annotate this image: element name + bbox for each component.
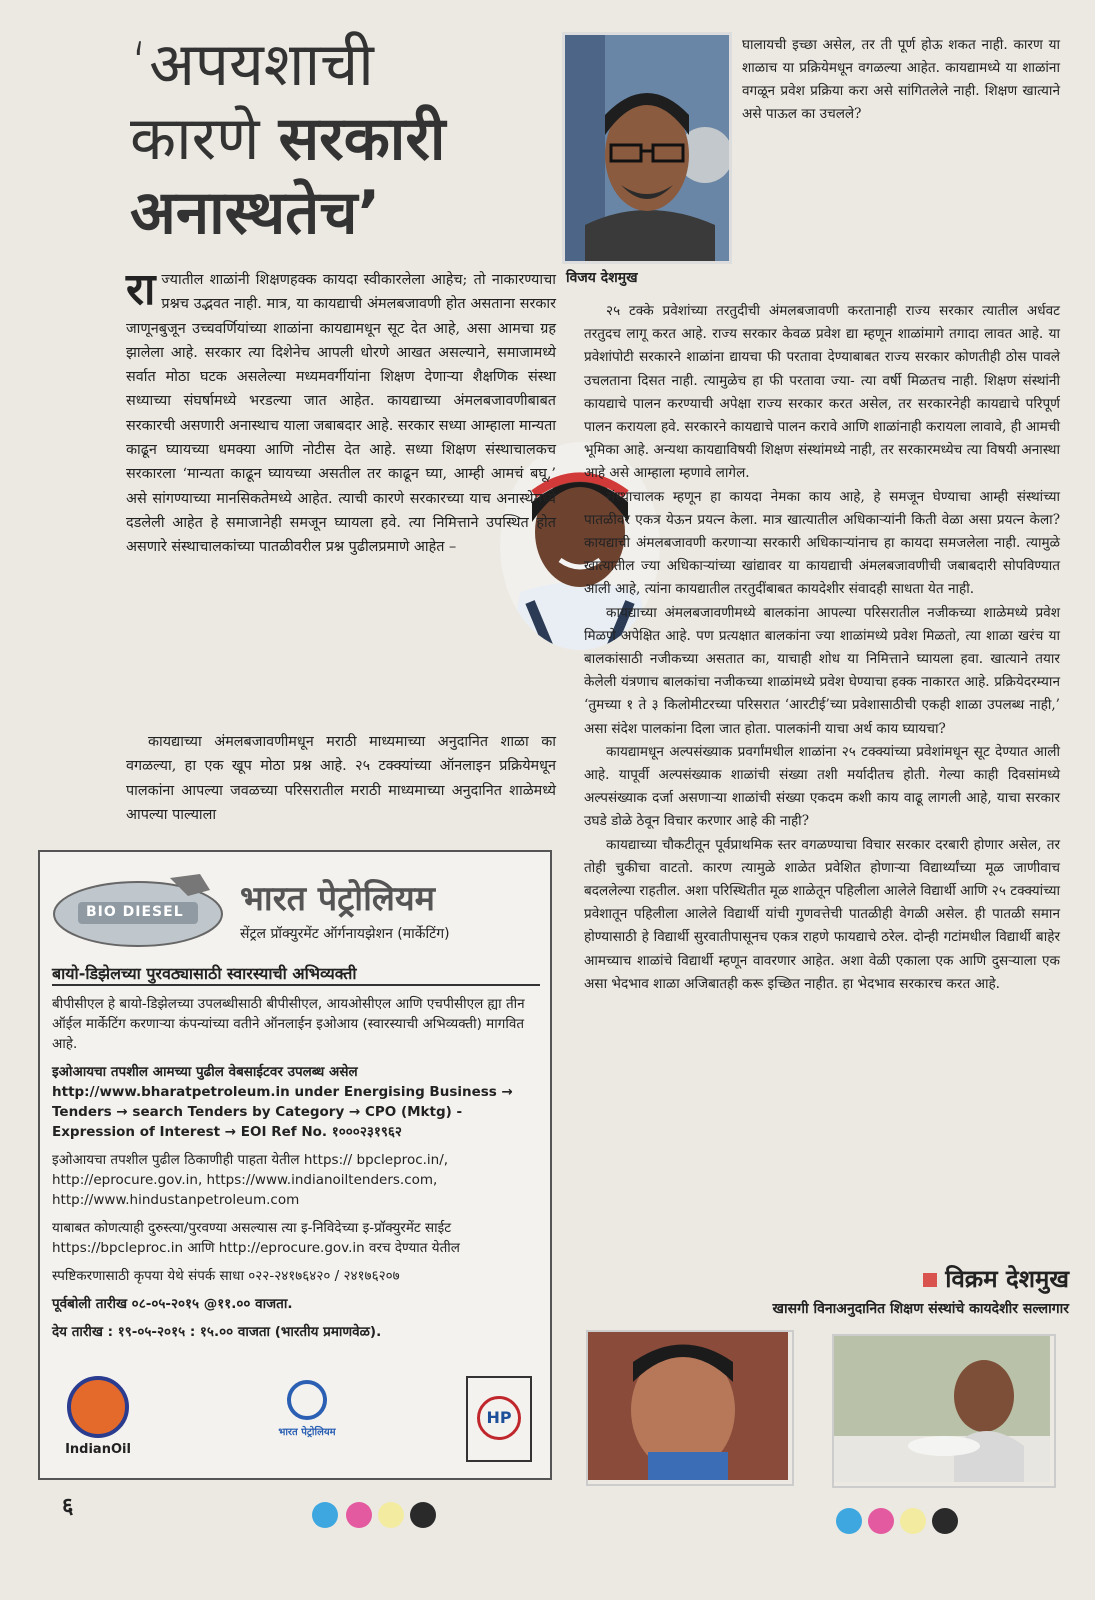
ad-paragraph-2: इओआयचा तपशील आमच्या पुढील वेबसाईटवर उपलब्ध असेल http://www.bharatpetroleum.in under Energising Business → Tenders → search Tenders by Category → CPO (Mktg) - Expression of Interest → EOI Ref No. १०००२३१९६२ — [52, 1064, 513, 1140]
bpcl-advertisement — [38, 850, 552, 1480]
register-mark-cyan-2 — [836, 1508, 862, 1534]
dropcap: रा — [126, 264, 156, 315]
right-column-top — [742, 34, 1060, 126]
headline-line-3: अनास्थतेच’ — [130, 178, 381, 248]
headline-line-2b: सरकारी — [278, 104, 446, 174]
right-paragraph-6: कायद्याच्या चौकटीतून पूर्वप्राथमिक स्तर वगळण्याचा विचार सरकार दरबारी होणार असेल, तर तोही चुकीचा वाटतो. कारण त्यामुळे शाळेत प्रवेशित होणाऱ्या विद्यार्थ्यांच्या मूळ जाणीवाच बदललेल्या राहतील. अशा परिस्थितीत मूळ शाळेतून पहिलीला आलेले विद्यार्थी आणि २५ टक्क्यांच्या प्रवेशातून पहिलीला आलेले विद्यार्थी यांची गुणवत्तेची पातळीही वेगळी असेल. ही पातळी समान होण्यासाठी हे विद्यार्थी सुरवातीपासूनच एकत्र राहणे फायद्याचे ठरेल. दोन्ही गटांमधील विद्यार्थी बाहेर आमच्याच शाळांचे विद्यार्थी म्हणून वावरणार आहेत. अशा वेळी एकाला एक आणि दुसऱ्याला एक असा भेदभाव शाळा अजिबातही करू इच्छित नाहीत. हा भेदभाव सरकारच करत आहे. — [584, 836, 1060, 992]
bio-diesel-logo — [50, 870, 228, 950]
hp-icon: HP — [477, 1396, 521, 1440]
register-mark-magenta — [346, 1502, 372, 1528]
bullet-square — [923, 1273, 937, 1287]
right-column — [584, 300, 1060, 996]
left-column — [126, 264, 556, 560]
hp-logo — [466, 1376, 532, 1462]
headline — [130, 28, 560, 250]
author-title: खासगी विनाअनुदानित शिक्षण संस्थांचे कायदेशीर सल्लागार — [772, 1301, 1069, 1317]
ad-paragraph-4: याबाबत कोणत्याही दुरुस्त्या/पुरवण्या असल्यास त्या इ-निविदेच्या इ-प्रॉक्युरमेंट साईट https://bpcleproc.in आणि http://eprocure.gov.in वरच देण्यात येतील — [52, 1220, 460, 1256]
ad-logos — [52, 1376, 542, 1468]
author-byline — [773, 1262, 1069, 1318]
indianoil-icon — [67, 1376, 129, 1438]
author-name: विक्रम देशमुख — [945, 1265, 1069, 1293]
register-mark-cyan — [312, 1502, 338, 1528]
author-photo — [562, 32, 732, 264]
ad-title: भारत पेट्रोलियम — [240, 879, 435, 919]
bharat-petroleum-logo — [262, 1380, 352, 1438]
register-mark-black — [410, 1502, 436, 1528]
right-paragraph-5: कायद्यामधून अल्पसंख्याक प्रवर्गांमधील शाळांना २५ टक्क्यांच्या प्रवेशांमधून सूट देण्यात आली आहे. यापूर्वी अल्पसंख्याक शाळांची संख्या तशी मर्यादीतच होती. गेल्या काही दिवसांमध्ये अल्पसंख्याक दर्जा असणाऱ्या शाळांची संख्या एकदम कशी काय वाढू लागली आहे, याचा सरकार उघडे डोळे ठेवून विचार करणार आहे की नाही? — [584, 743, 1060, 830]
ad-paragraph-1: बीपीसीएल हे बायो-डिझेलच्या उपलब्धीसाठी बीपीसीएल, आयओसीएल आणि एचपीसीएल ह्या तीन ऑईल मार्केटिंग करणाऱ्या कंपन्यांच्या वतीने ऑनलाईन इओआय (स्वारस्याची अभिव्यक्ती) मागवित आहे. — [52, 996, 525, 1052]
ad-paragraph-3: इओआयचा तपशील पुढील ठिकाणीही पाहता येतील https:// bpcleproc.in/, http://eprocure.gov.in, https://www.indianoiltenders.com, http://www.hindustanpetroleum.com — [52, 1152, 449, 1208]
ad-paragraph-5: स्पष्टिकरणासाठी कृपया येथे संपर्क साधा ०२२-२४१७६४२० / २४१७६२०७ — [52, 1268, 400, 1284]
child-photo-1 — [586, 1330, 794, 1486]
ad-band: बायो-डिझेलच्या पुरवठ्यासाठी स्वारस्याची अभिव्यक्ती — [52, 962, 540, 986]
bharat-petroleum-icon — [287, 1380, 327, 1420]
left-paragraph-2: कायद्याच्या अंमलबजावणीमधून मराठी माध्यमाच्या अनुदानित शाळा का वगळल्या, हा एक खूप मोठा प्रश्न आहे. २५ टक्क्यांच्या ऑनलाइन प्रक्रियेमधून पालकांना आपल्या जवळच्या परिसरातील मराठी माध्यमाच्या अनुदानित शाळेमध्ये आपल्या पाल्याला — [126, 734, 556, 823]
ad-org: सेंट्रल प्रॉक्युरमेंट ऑर्गनायझेशन (मार्केटिंग) — [240, 926, 450, 942]
ad-paragraph-7: देय तारीख : १९-०५-२०१५ : १५.०० वाजता (भारतीय प्रमाणवेळ). — [52, 1324, 382, 1340]
bio-diesel-label: BIO DIESEL — [86, 904, 184, 920]
left-column-end — [126, 730, 556, 827]
indianoil-logo — [58, 1376, 138, 1457]
register-mark-black-2 — [932, 1508, 958, 1534]
page-number: ६ — [62, 1493, 74, 1519]
indianoil-label: IndianOil — [65, 1442, 131, 1457]
headline-line-1: ‘अपयशाची — [130, 30, 374, 100]
right-paragraph-3: संस्थाचालक म्हणून हा कायदा नेमका काय आहे, हे समजून घेण्याचा आम्ही संस्थांच्या पातळीवर एकत्र येऊन प्रयत्न केला. मात्र खात्यातील अधिकाऱ्यांनी किती वेळा असा प्रयत्न केला? कायद्याची अंमलबजावणी करणाऱ्या सरकारी अधिकाऱ्यांनाच हा कायदा समजलेला नाही. त्यामुळे खात्यातील ज्या अधिकाऱ्यांच्या खांद्यावर या कायद्याची अंमलबजावणीची जबाबदारी सोपविण्यात आली आहे, त्यांना कायद्यातील तरतुदींबाबत कायदेशीर संवादही साधता येत नाही. — [584, 488, 1060, 598]
register-mark-yellow-2 — [900, 1508, 926, 1534]
child-photo-2 — [832, 1334, 1056, 1488]
headline-line-2a: कारणे — [130, 104, 260, 174]
right-paragraph-2: २५ टक्के प्रवेशांच्या तरतुदीची अंमलबजावणी करतानाही राज्य सरकार त्यातील अर्धवट तरतुदच लागू करत आहे. राज्य सरकार केवळ प्रवेश द्या म्हणून शाळांमागे तगादा लावत आहे. या प्रवेशांपोटी सरकारने शाळांना द्यायचा फी परतावा देण्याबाबत राज्य सरकार कोणतीही ठोस पावले उचलताना दिसत नाही. त्यामुळेच हा फी परतावा ज्या- त्या वर्षी मिळतच नाही. शिक्षण संस्थांनी कायद्याचे पालन करण्याची अपेक्षा राज्य सरकार करत असेल, तर सरकारनेही कायद्याचे परिपूर्ण पालन करायला हवे. सरकारने कायद्याचे पालन करावे आणि शाळांनाही करायला लावावे, ही आमची भूमिका आहे. अन्यथा कायद्याविषयी शिक्षण संस्थांमध्ये नाही, तर सरकारमध्येच त्या विषयी अनास्था आहे असे आम्हाला म्हणावे लागेल. — [584, 303, 1060, 482]
ad-paragraph-6: पूर्वबोली तारीख ०८-०५-२०१५ @११.०० वाजता. — [52, 1296, 293, 1312]
portrait-illustration — [565, 35, 729, 261]
child-illustration-1 — [588, 1332, 788, 1480]
right-paragraph-1: घालायची इच्छा असेल, तर ती पूर्ण होऊ शकत नाही. कारण या शाळाच या प्रक्रियेमधून वगळल्या आहेत. कायद्यामध्ये या शाळांना वगळून प्रवेश प्रक्रिया करा असे सांगितलेले नाही. शिक्षण खात्याने असे पाऊल का उचलले? — [742, 37, 1060, 122]
child-illustration-2 — [834, 1336, 1050, 1482]
photo-caption: विजय देशमुख — [566, 270, 638, 286]
register-mark-magenta-2 — [868, 1508, 894, 1534]
right-paragraph-4: कायद्याच्या अंमलबजावणीमध्ये बालकांना आपल्या परिसरातील नजीकच्या शाळेमध्ये प्रवेश मिळणे अपेक्षित आहे. पण प्रत्यक्षात बालकांना ज्या शाळांमध्ये प्रवेश मिळतो, त्या शाळा खरंच या बालकांसाठी नजीकच्या असतात का, याचाही शोध या निमित्ताने घ्यायला हवा. खात्याने तयार केलेली यंत्रणाच बालकांचा नजीकच्या शाळांमध्ये प्रवेश घेण्याचा हक्क नाकारत आहे. प्रक्रियेदरम्यान ‘तुमच्या १ ते ३ किलोमीटरच्या परिसरात ‘आरटीई’च्या प्रवेशासाठीची एकही शाळा उपलब्ध नाही,’ असा संदेश पालकांना दिला जात होता. पालकांनी याचा अर्थ काय घ्यायचा? — [584, 604, 1060, 737]
register-mark-yellow — [378, 1502, 404, 1528]
left-paragraph-1: ज्यातील शाळांनी शिक्षणहक्क कायदा स्वीकारलेला आहेच; तो नाकारण्याचा प्रश्नच उद्भवत नाही. मात्र, या कायद्याची अंमलबजावणी होत असताना सरकार जाणूनबुजून उच्चवर्णियांच्या शाळांना कायद्यामधून सूट देत आहे, असा आमचा ग्रह झालेला आहे. सरकार त्या दिशेनेच आपली धोरणे आखत असल्याने, समाजामध्ये सर्वात मोठा घटक असलेल्या मध्यमवर्गीयांना शिक्षण देणाऱ्या शैक्षणिक संस्था सध्याच्या संघर्षामध्ये भरडल्या जात आहेत. कायद्याच्या अंमलबजावणीबाबत सरकारची असणारी अनास्थाच याला जबाबदार आहे. सरकार सध्या आम्हाला मान्यता काढून घ्यायच्या धमक्या आणि नोटीस देत आहे. सध्या शिक्षण संस्थाचालकच सरकारला ‘मान्यता काढून घ्यायच्या असतील तर काढून घ्या, आम्ही आमचं बघू,’ असे सांगण्याच्या मानसिकतेमध्ये आहेत. त्याची कारणे सरकारच्या याच अनास्थेमध्ये दडलेली आहेत हे समाजानेही समजून घ्यायला हवे. त्या निमित्ताने उपस्थित होत असणारे संस्थाचालकांच्या पातळीवरील प्रश्न पुढीलप्रमाणे आहेत – — [126, 272, 556, 556]
bharat-petroleum-label: भारत पेट्रोलियम — [278, 1427, 336, 1438]
